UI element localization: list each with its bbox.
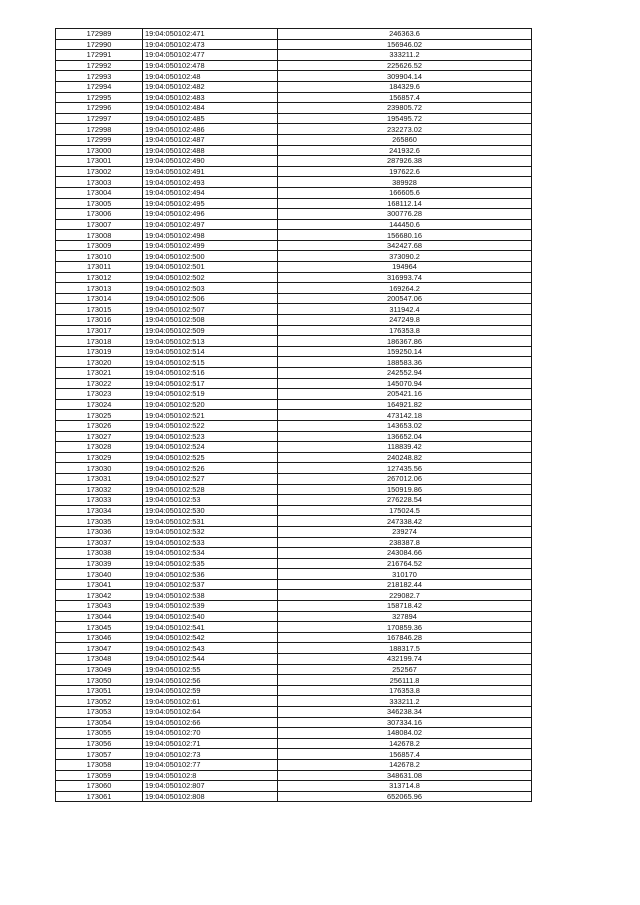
table-row — [56, 569, 532, 580]
cadastral-number-cell: 19:04:050102:542 — [143, 632, 278, 643]
value-cell: 310170 — [278, 569, 532, 580]
cadastral-number-cell: 19:04:050102:77 — [143, 759, 278, 770]
table-row — [56, 622, 532, 633]
cadastral-number-cell: 19:04:050102:53 — [143, 495, 278, 506]
table-row — [56, 632, 532, 643]
cadastral-number-cell: 19:04:050102:487 — [143, 134, 278, 145]
table-row — [56, 240, 532, 251]
row-number-cell: 173028 — [56, 442, 143, 453]
row-number-cell: 173055 — [56, 728, 143, 739]
cadastral-number-cell: 19:04:050102:61 — [143, 696, 278, 707]
value-cell: 333211.2 — [278, 50, 532, 61]
row-number-cell: 173049 — [56, 664, 143, 675]
table-row — [56, 717, 532, 728]
cadastral-number-cell: 19:04:050102:539 — [143, 601, 278, 612]
value-cell: 346238.34 — [278, 707, 532, 718]
value-cell: 333211.2 — [278, 696, 532, 707]
row-number-cell: 173053 — [56, 707, 143, 718]
row-number-cell: 173058 — [56, 759, 143, 770]
table-row — [56, 749, 532, 760]
table-row — [56, 156, 532, 167]
value-cell: 200547.06 — [278, 293, 532, 304]
cadastral-number-cell: 19:04:050102:483 — [143, 92, 278, 103]
row-number-cell: 173013 — [56, 283, 143, 294]
row-number-cell: 173019 — [56, 346, 143, 357]
row-number-cell: 173036 — [56, 526, 143, 537]
value-cell: 241932.6 — [278, 145, 532, 156]
cadastral-number-cell: 19:04:050102:514 — [143, 346, 278, 357]
cadastral-number-cell: 19:04:050102:537 — [143, 579, 278, 590]
value-cell: 166605.6 — [278, 187, 532, 198]
row-number-cell: 173008 — [56, 230, 143, 241]
cadastral-number-cell: 19:04:050102:71 — [143, 738, 278, 749]
value-cell: 184329.6 — [278, 81, 532, 92]
table-row — [56, 219, 532, 230]
row-number-cell: 173002 — [56, 166, 143, 177]
cadastral-number-cell: 19:04:050102:509 — [143, 325, 278, 336]
cadastral-number-cell: 19:04:050102:528 — [143, 484, 278, 495]
cadastral-number-cell: 19:04:050102:486 — [143, 124, 278, 135]
row-number-cell: 173050 — [56, 675, 143, 686]
table-row — [56, 272, 532, 283]
table-row — [56, 198, 532, 209]
table-row — [56, 399, 532, 410]
row-number-cell: 173024 — [56, 399, 143, 410]
table-row — [56, 177, 532, 188]
table-row — [56, 781, 532, 792]
cadastral-number-cell: 19:04:050102:513 — [143, 336, 278, 347]
row-number-cell: 173047 — [56, 643, 143, 654]
value-cell: 118839.42 — [278, 442, 532, 453]
value-cell: 142678.2 — [278, 738, 532, 749]
cadastral-number-cell: 19:04:050102:527 — [143, 473, 278, 484]
value-cell: 194964 — [278, 262, 532, 273]
value-cell: 168112.14 — [278, 198, 532, 209]
value-cell: 156857.4 — [278, 92, 532, 103]
table-row — [56, 548, 532, 559]
value-cell: 229082.7 — [278, 590, 532, 601]
value-cell: 239274 — [278, 526, 532, 537]
table-row — [56, 113, 532, 124]
table-row — [56, 505, 532, 516]
value-cell: 652065.96 — [278, 791, 532, 802]
cadastral-number-cell: 19:04:050102:807 — [143, 781, 278, 792]
table-row — [56, 357, 532, 368]
table-row — [56, 420, 532, 431]
row-number-cell: 173005 — [56, 198, 143, 209]
table-row — [56, 283, 532, 294]
row-number-cell: 172996 — [56, 103, 143, 114]
cadastral-number-cell: 19:04:050102:493 — [143, 177, 278, 188]
table-row — [56, 675, 532, 686]
value-cell: 156680.16 — [278, 230, 532, 241]
cadastral-number-cell: 19:04:050102:526 — [143, 463, 278, 474]
value-cell: 205421.16 — [278, 389, 532, 400]
value-cell: 276228.54 — [278, 495, 532, 506]
table-row — [56, 601, 532, 612]
row-number-cell: 173040 — [56, 569, 143, 580]
cadastral-number-cell: 19:04:050102:70 — [143, 728, 278, 739]
table-row — [56, 791, 532, 802]
cadastral-number-cell: 19:04:050102:56 — [143, 675, 278, 686]
table-row — [56, 124, 532, 135]
cadastral-number-cell: 19:04:050102:506 — [143, 293, 278, 304]
row-number-cell: 173041 — [56, 579, 143, 590]
row-number-cell: 173044 — [56, 611, 143, 622]
value-cell: 256111.8 — [278, 675, 532, 686]
table-row — [56, 707, 532, 718]
row-number-cell: 172989 — [56, 29, 143, 40]
table-row — [56, 368, 532, 379]
cadastral-number-cell: 19:04:050102:496 — [143, 209, 278, 220]
value-cell: 265860 — [278, 134, 532, 145]
value-cell: 243084.66 — [278, 548, 532, 559]
cadastral-number-cell: 19:04:050102:541 — [143, 622, 278, 633]
table-row — [56, 770, 532, 781]
cadastral-number-cell: 19:04:050102:66 — [143, 717, 278, 728]
table-row — [56, 60, 532, 71]
cadastral-number-cell: 19:04:050102:497 — [143, 219, 278, 230]
value-cell: 311942.4 — [278, 304, 532, 315]
value-cell: 287926.38 — [278, 156, 532, 167]
table-row — [56, 654, 532, 665]
cadastral-number-cell: 19:04:050102:498 — [143, 230, 278, 241]
cadastral-number-cell: 19:04:050102:516 — [143, 368, 278, 379]
table-row — [56, 389, 532, 400]
row-number-cell: 173000 — [56, 145, 143, 156]
value-cell: 238387.8 — [278, 537, 532, 548]
cadastral-number-cell: 19:04:050102:478 — [143, 60, 278, 71]
row-number-cell: 173015 — [56, 304, 143, 315]
row-number-cell: 173016 — [56, 315, 143, 326]
row-number-cell: 173007 — [56, 219, 143, 230]
table-row — [56, 611, 532, 622]
table-row — [56, 378, 532, 389]
row-number-cell: 173021 — [56, 368, 143, 379]
cadastral-number-cell: 19:04:050102:508 — [143, 315, 278, 326]
row-number-cell: 173012 — [56, 272, 143, 283]
value-cell: 373090.2 — [278, 251, 532, 262]
value-cell: 232273.02 — [278, 124, 532, 135]
cadastral-number-cell: 19:04:050102:490 — [143, 156, 278, 167]
value-cell: 246363.6 — [278, 29, 532, 40]
table-row — [56, 537, 532, 548]
cadastral-number-cell: 19:04:050102:531 — [143, 516, 278, 527]
row-number-cell: 173034 — [56, 505, 143, 516]
row-number-cell: 173043 — [56, 601, 143, 612]
row-number-cell: 173031 — [56, 473, 143, 484]
cadastral-number-cell: 19:04:050102:507 — [143, 304, 278, 315]
row-number-cell: 173004 — [56, 187, 143, 198]
row-number-cell: 173022 — [56, 378, 143, 389]
value-cell: 158718.42 — [278, 601, 532, 612]
cadastral-number-cell: 19:04:050102:534 — [143, 548, 278, 559]
value-cell: 309904.14 — [278, 71, 532, 82]
row-number-cell: 173048 — [56, 654, 143, 665]
table-row — [56, 39, 532, 50]
table-row — [56, 166, 532, 177]
cadastral-number-cell: 19:04:050102:517 — [143, 378, 278, 389]
cadastral-number-cell: 19:04:050102:520 — [143, 399, 278, 410]
cadastral-number-cell: 19:04:050102:55 — [143, 664, 278, 675]
row-number-cell: 172995 — [56, 92, 143, 103]
cadastral-number-cell: 19:04:050102:536 — [143, 569, 278, 580]
table-row — [56, 134, 532, 145]
cadastral-number-cell: 19:04:050102:485 — [143, 113, 278, 124]
table-row — [56, 410, 532, 421]
cadastral-number-cell: 19:04:050102:48 — [143, 71, 278, 82]
table-row — [56, 251, 532, 262]
table-row — [56, 293, 532, 304]
value-cell: 242552.94 — [278, 368, 532, 379]
cadastral-number-cell: 19:04:050102:544 — [143, 654, 278, 665]
row-number-cell: 173059 — [56, 770, 143, 781]
cadastral-number-cell: 19:04:050102:530 — [143, 505, 278, 516]
table-row — [56, 484, 532, 495]
row-number-cell: 172991 — [56, 50, 143, 61]
value-cell: 142678.2 — [278, 759, 532, 770]
value-cell: 432199.74 — [278, 654, 532, 665]
row-number-cell: 173010 — [56, 251, 143, 262]
cadastral-number-cell: 19:04:050102:59 — [143, 685, 278, 696]
value-cell: 186367.86 — [278, 336, 532, 347]
row-number-cell: 172993 — [56, 71, 143, 82]
table-row — [56, 452, 532, 463]
cadastral-number-cell: 19:04:050102:535 — [143, 558, 278, 569]
table-row — [56, 103, 532, 114]
cadastral-number-cell: 19:04:050102:491 — [143, 166, 278, 177]
cadastral-number-cell: 19:04:050102:533 — [143, 537, 278, 548]
table-row — [56, 262, 532, 273]
value-cell: 247338.42 — [278, 516, 532, 527]
table-row — [56, 145, 532, 156]
table-row — [56, 346, 532, 357]
row-number-cell: 173018 — [56, 336, 143, 347]
row-number-cell: 172994 — [56, 81, 143, 92]
row-number-cell: 173029 — [56, 452, 143, 463]
cadastral-number-cell: 19:04:050102:519 — [143, 389, 278, 400]
cadastral-number-cell: 19:04:050102:499 — [143, 240, 278, 251]
value-cell: 313714.8 — [278, 781, 532, 792]
cadastral-number-cell: 19:04:050102:73 — [143, 749, 278, 760]
row-number-cell: 173052 — [56, 696, 143, 707]
table-row — [56, 738, 532, 749]
row-number-cell: 173030 — [56, 463, 143, 474]
row-number-cell: 173032 — [56, 484, 143, 495]
row-number-cell: 173035 — [56, 516, 143, 527]
cadastral-number-cell: 19:04:050102:500 — [143, 251, 278, 262]
row-number-cell: 173020 — [56, 357, 143, 368]
value-cell: 167846.28 — [278, 632, 532, 643]
value-cell: 164921.82 — [278, 399, 532, 410]
table-row — [56, 315, 532, 326]
row-number-cell: 173017 — [56, 325, 143, 336]
value-cell: 156946.02 — [278, 39, 532, 50]
value-cell: 136652.04 — [278, 431, 532, 442]
row-number-cell: 173060 — [56, 781, 143, 792]
table-row — [56, 431, 532, 442]
row-number-cell: 173056 — [56, 738, 143, 749]
row-number-cell: 173001 — [56, 156, 143, 167]
value-cell: 188317.5 — [278, 643, 532, 654]
row-number-cell: 173039 — [56, 558, 143, 569]
value-cell: 170859.36 — [278, 622, 532, 633]
table-row — [56, 50, 532, 61]
row-number-cell: 173045 — [56, 622, 143, 633]
table-row — [56, 526, 532, 537]
table-row — [56, 187, 532, 198]
value-cell: 348631.08 — [278, 770, 532, 781]
cadastral-number-cell: 19:04:050102:501 — [143, 262, 278, 273]
row-number-cell: 173046 — [56, 632, 143, 643]
cadastral-number-cell: 19:04:050102:503 — [143, 283, 278, 294]
cadastral-number-cell: 19:04:050102:524 — [143, 442, 278, 453]
value-cell: 195495.72 — [278, 113, 532, 124]
row-number-cell: 173003 — [56, 177, 143, 188]
value-cell: 389928 — [278, 177, 532, 188]
row-number-cell: 173025 — [56, 410, 143, 421]
row-number-cell: 173037 — [56, 537, 143, 548]
row-number-cell: 173023 — [56, 389, 143, 400]
table-row — [56, 696, 532, 707]
value-cell: 239805.72 — [278, 103, 532, 114]
row-number-cell: 173009 — [56, 240, 143, 251]
cadastral-number-cell: 19:04:050102:494 — [143, 187, 278, 198]
table-row — [56, 442, 532, 453]
table-row — [56, 495, 532, 506]
value-cell: 188583.36 — [278, 357, 532, 368]
cadastral-number-cell: 19:04:050102:64 — [143, 707, 278, 718]
value-cell: 143653.02 — [278, 420, 532, 431]
table-row — [56, 209, 532, 220]
row-number-cell: 172998 — [56, 124, 143, 135]
row-number-cell: 173033 — [56, 495, 143, 506]
value-cell: 342427.68 — [278, 240, 532, 251]
value-cell: 327894 — [278, 611, 532, 622]
table-row — [56, 336, 532, 347]
cadastral-number-cell: 19:04:050102:495 — [143, 198, 278, 209]
row-number-cell: 172999 — [56, 134, 143, 145]
cadastral-number-cell: 19:04:050102:532 — [143, 526, 278, 537]
table-row — [56, 71, 532, 82]
cadastral-number-cell: 19:04:050102:808 — [143, 791, 278, 802]
table-row — [56, 81, 532, 92]
row-number-cell: 173042 — [56, 590, 143, 601]
row-number-cell: 172997 — [56, 113, 143, 124]
table-row — [56, 590, 532, 601]
row-number-cell: 173061 — [56, 791, 143, 802]
row-number-cell: 173038 — [56, 548, 143, 559]
row-number-cell: 173057 — [56, 749, 143, 760]
table-row — [56, 473, 532, 484]
value-cell: 159250.14 — [278, 346, 532, 357]
cadastral-number-cell: 19:04:050102:8 — [143, 770, 278, 781]
value-cell: 175024.5 — [278, 505, 532, 516]
row-number-cell: 173051 — [56, 685, 143, 696]
table-row — [56, 230, 532, 241]
value-cell: 247249.8 — [278, 315, 532, 326]
value-cell: 169264.2 — [278, 283, 532, 294]
value-cell: 176353.8 — [278, 685, 532, 696]
table-row — [56, 643, 532, 654]
value-cell: 267012.06 — [278, 473, 532, 484]
cadastral-number-cell: 19:04:050102:471 — [143, 29, 278, 40]
table-row — [56, 29, 532, 40]
table-row — [56, 516, 532, 527]
row-number-cell: 173011 — [56, 262, 143, 273]
cadastral-number-cell: 19:04:050102:538 — [143, 590, 278, 601]
row-number-cell: 172992 — [56, 60, 143, 71]
table-row — [56, 304, 532, 315]
row-number-cell: 173054 — [56, 717, 143, 728]
cadastral-number-cell: 19:04:050102:473 — [143, 39, 278, 50]
data-table — [55, 28, 532, 802]
value-cell: 307334.16 — [278, 717, 532, 728]
value-cell: 316993.74 — [278, 272, 532, 283]
table-body — [56, 29, 532, 802]
table-row — [56, 728, 532, 739]
cadastral-number-cell: 19:04:050102:482 — [143, 81, 278, 92]
value-cell: 148084.02 — [278, 728, 532, 739]
value-cell: 197622.6 — [278, 166, 532, 177]
value-cell: 473142.18 — [278, 410, 532, 421]
value-cell: 144450.6 — [278, 219, 532, 230]
table-row — [56, 664, 532, 675]
table-row — [56, 325, 532, 336]
row-number-cell: 173026 — [56, 420, 143, 431]
cadastral-number-cell: 19:04:050102:522 — [143, 420, 278, 431]
cadastral-number-cell: 19:04:050102:543 — [143, 643, 278, 654]
value-cell: 156857.4 — [278, 749, 532, 760]
row-number-cell: 173014 — [56, 293, 143, 304]
value-cell: 127435.56 — [278, 463, 532, 474]
cadastral-number-cell: 19:04:050102:502 — [143, 272, 278, 283]
row-number-cell: 172990 — [56, 39, 143, 50]
row-number-cell: 173006 — [56, 209, 143, 220]
value-cell: 176353.8 — [278, 325, 532, 336]
cadastral-number-cell: 19:04:050102:540 — [143, 611, 278, 622]
cadastral-number-cell: 19:04:050102:523 — [143, 431, 278, 442]
table-row — [56, 558, 532, 569]
table-row — [56, 579, 532, 590]
table-row — [56, 759, 532, 770]
cadastral-number-cell: 19:04:050102:515 — [143, 357, 278, 368]
table-row — [56, 685, 532, 696]
value-cell: 300776.28 — [278, 209, 532, 220]
value-cell: 225626.52 — [278, 60, 532, 71]
cadastral-number-cell: 19:04:050102:484 — [143, 103, 278, 114]
value-cell: 216764.52 — [278, 558, 532, 569]
row-number-cell: 173027 — [56, 431, 143, 442]
value-cell: 218182.44 — [278, 579, 532, 590]
table-row — [56, 463, 532, 474]
cadastral-number-cell: 19:04:050102:521 — [143, 410, 278, 421]
value-cell: 150919.86 — [278, 484, 532, 495]
value-cell: 145070.94 — [278, 378, 532, 389]
value-cell: 252567 — [278, 664, 532, 675]
table-row — [56, 92, 532, 103]
cadastral-number-cell: 19:04:050102:488 — [143, 145, 278, 156]
cadastral-number-cell: 19:04:050102:525 — [143, 452, 278, 463]
cadastral-number-cell: 19:04:050102:477 — [143, 50, 278, 61]
value-cell: 240248.82 — [278, 452, 532, 463]
